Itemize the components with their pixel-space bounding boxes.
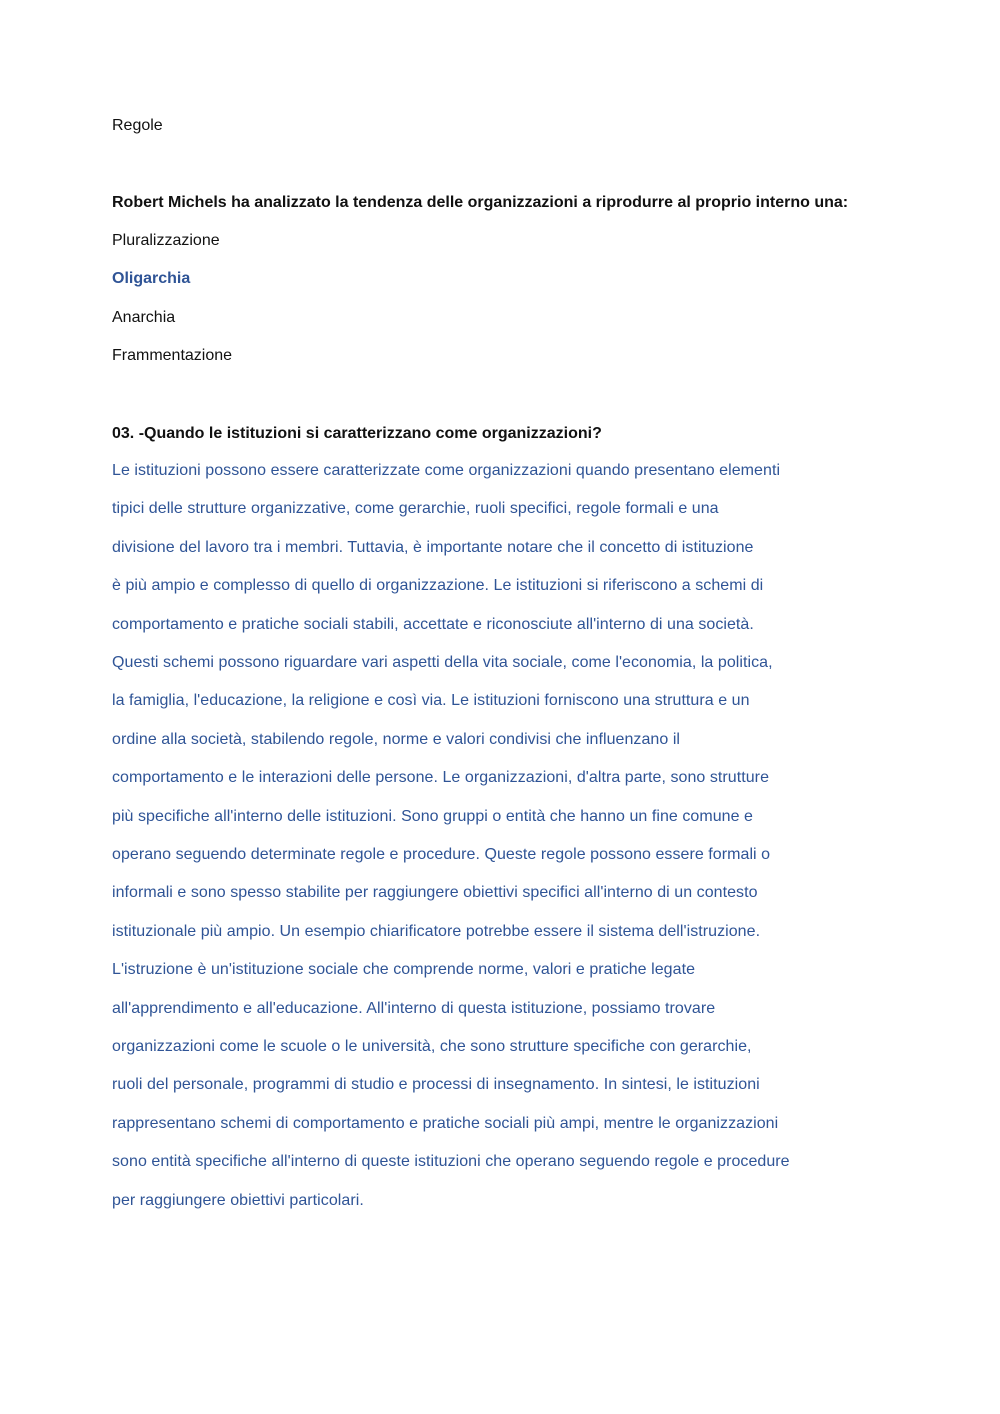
option-pluralizzazione: Pluralizzazione bbox=[112, 232, 220, 249]
answer-line: rappresentano schemi di comportamento e pratiche sociali più ampi, mentre le organizzazioni bbox=[112, 1114, 779, 1132]
answer-line: la famiglia, l'educazione, la religione e così via. Le istituzioni forniscono una struttura e un bbox=[112, 692, 750, 710]
answer-line: divisione del lavoro tra i membri. Tuttavia, è importante notare che il concetto di istituzione bbox=[112, 538, 754, 556]
option-oligarchia-correct: Oligarchia bbox=[112, 270, 191, 287]
answer-line: informali e sono spesso stabilite per raggiungere obiettivi specifici all'interno di un contesto bbox=[112, 884, 758, 902]
answer-line: organizzazioni come le scuole o le università, che sono strutture specifiche con gerarchie, bbox=[112, 1038, 752, 1055]
answer-line: istituzionale più ampio. Un esempio chiarificatore potrebbe essere il sistema dell'istruzione. bbox=[112, 922, 761, 940]
answer-line: Le istituzioni possono essere caratterizzate come organizzazioni quando presentano elementi bbox=[112, 462, 781, 479]
option-frammentazione: Frammentazione bbox=[112, 347, 233, 364]
option-anarchia: Anarchia bbox=[112, 309, 176, 326]
answer-line: comportamento e le interazioni delle persone. Le organizzazioni, d'altra parte, sono strutture bbox=[112, 769, 770, 787]
answer-line: all'apprendimento e all'educazione. All'interno di questa istituzione, possiamo trovare bbox=[112, 999, 716, 1017]
answer-line: comportamento e pratiche sociali stabili, accettate e riconosciute all'interno di una società. bbox=[112, 615, 754, 633]
answer-line: tipici delle strutture organizzative, come gerarchie, ruoli specifici, regole formali e una bbox=[112, 500, 719, 518]
answer-line: operano seguendo determinate regole e procedure. Queste regole possono essere formali o bbox=[112, 846, 771, 863]
section-label: Regole bbox=[112, 117, 163, 134]
question-1-text: Robert Michels ha analizzato la tendenza delle organizzazioni a riprodurre al proprio interno una: bbox=[112, 194, 849, 211]
answer-line: è più ampio e complesso di quello di organizzazione. Le istituzioni si riferiscono a schemi di bbox=[112, 577, 764, 595]
answer-line: più specifiche all'interno delle istituzioni. Sono gruppi o entità che hanno un fine comune e bbox=[112, 807, 754, 825]
answer-line: ordine alla società, stabilendo regole, norme e valori condivisi che influenzano il bbox=[112, 730, 681, 748]
answer-line: per raggiungere obiettivi particolari. bbox=[112, 1191, 364, 1209]
answer-line: ruoli del personale, programmi di studio e processi di insegnamento. In sintesi, le istituzioni bbox=[112, 1076, 760, 1094]
answer-line: Questi schemi possono riguardare vari aspetti della vita sociale, come l'economia, la politica, bbox=[112, 654, 773, 671]
question-2-text: 03. -Quando le istituzioni si caratterizzano come organizzazioni? bbox=[112, 425, 602, 442]
answer-line: L'istruzione è un'istituzione sociale che comprende norme, valori e pratiche legate bbox=[112, 961, 696, 979]
answer-line: sono entità specifiche all'interno di queste istituzioni che operano seguendo regole e procedure bbox=[112, 1153, 790, 1171]
